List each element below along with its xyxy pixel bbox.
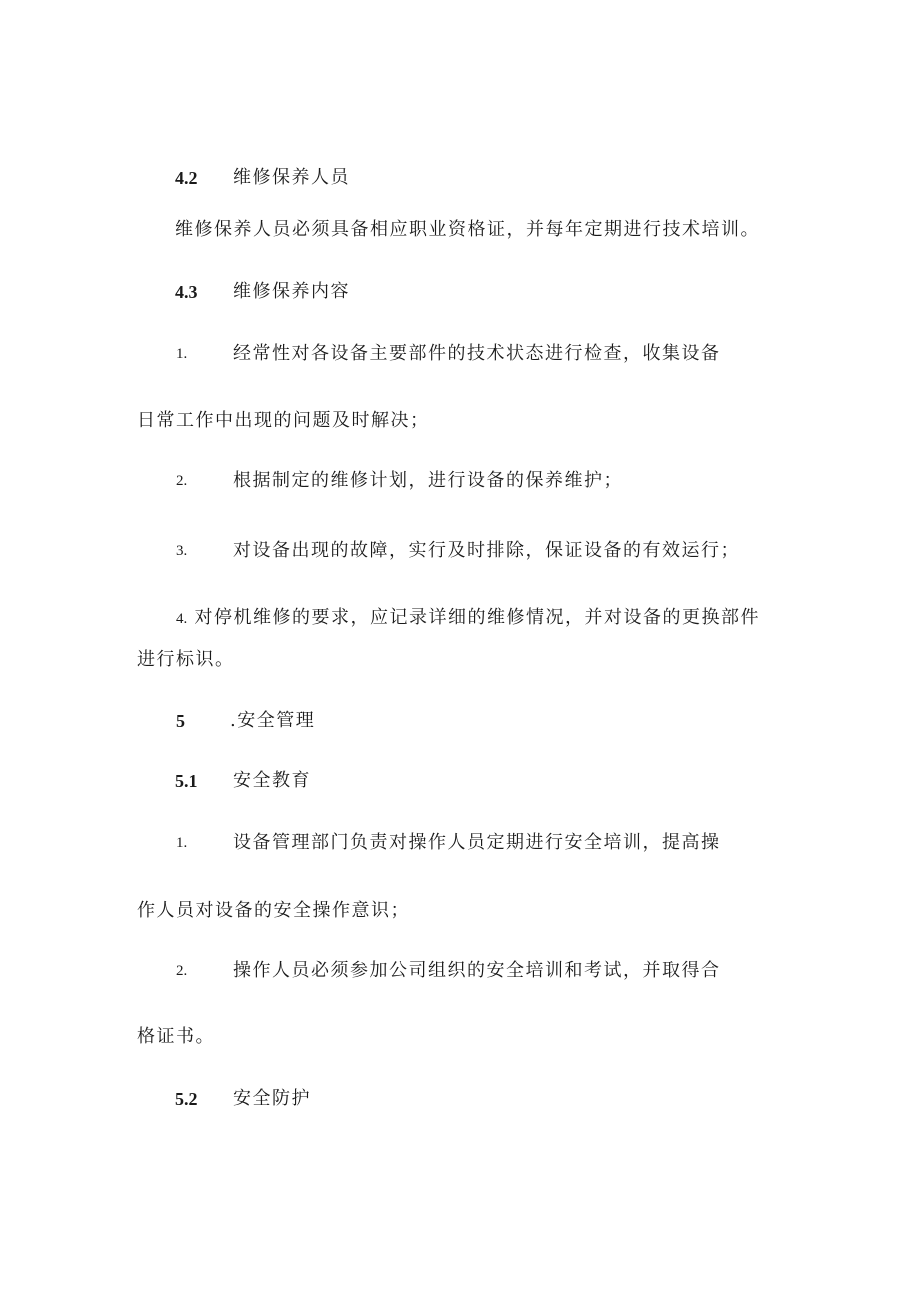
section-number-5: 5 [176,711,185,731]
section-number-5-1: 5.1 [175,771,198,791]
section-title-4-3: 维修保养内容 [233,281,350,302]
list-item-text: 操作人员必须参加公司组织的安全培训和考试，并取得合 [233,960,721,981]
list-item-continuation: 作人员对设备的安全操作意识； [137,900,410,921]
paragraph-4-2: 维修保养人员必须具备相应职业资格证，并每年定期进行技术培训。 [175,219,760,240]
list-item-continuation: 进行标识。 [137,649,235,670]
list-item-text: 对设备出现的故障，实行及时排除，保证设备的有效运行； [233,540,740,561]
list-item-text [176,605,760,632]
section-title-5-2: 安全防护 [233,1088,311,1109]
list-item-number: 1. [176,835,188,851]
list-item-number: 4. [176,611,188,627]
section-number-4-3: 4.3 [175,282,198,302]
list-item-number: 2. [176,473,188,489]
list-item-number: 3. [176,543,188,559]
section-title-4-2: 维修保养人员 [233,167,350,188]
section-title-5: .安全管理 [230,710,316,731]
list-item-text: 设备管理部门负责对操作人员定期进行安全培训，提高操 [233,832,721,853]
section-number-4-2: 4.2 [175,168,198,188]
list-item-number: 1. [176,346,188,362]
list-item-continuation: 格证书。 [137,1026,215,1047]
list-item-continuation: 日常工作中出现的问题及时解决； [137,410,430,431]
list-item-text: 经常性对各设备主要部件的技术状态进行检查，收集设备 [233,343,721,364]
list-item-text: 根据制定的维修计划，进行设备的保养维护； [233,470,623,491]
section-title-5-1: 安全教育 [233,770,311,791]
list-item-body: 对停机维修的要求，应记录详细的维修情况，并对设备的更换部件 [194,607,760,628]
list-item-number: 2. [176,963,188,979]
section-number-5-2: 5.2 [175,1089,198,1109]
